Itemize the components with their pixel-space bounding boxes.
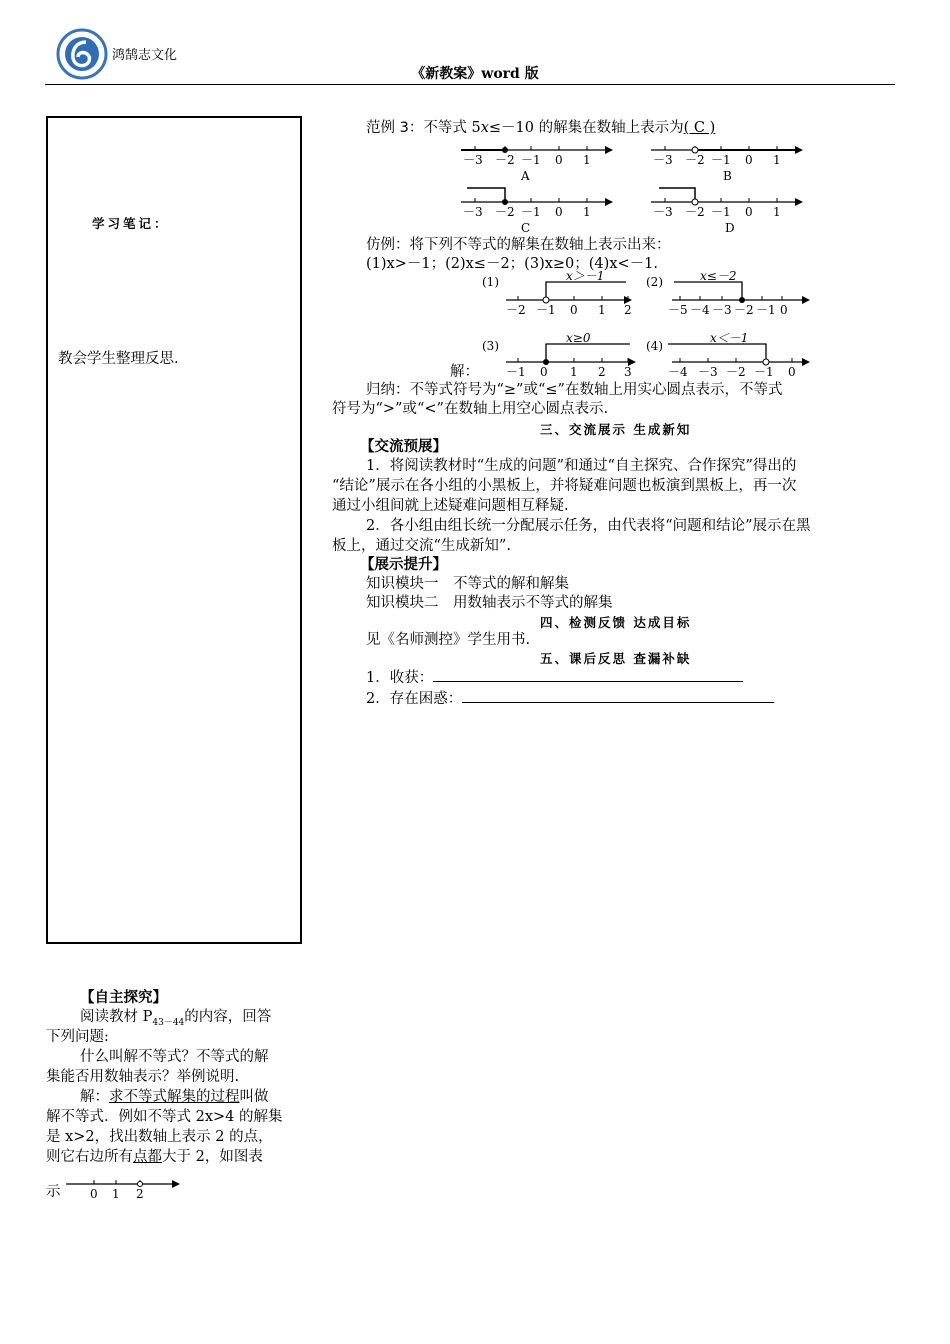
summary-text: 不等式符号为“≥”或“≤”在数轴上用实心圆点表示，不等式 — [409, 382, 783, 398]
reflect-gain — [366, 667, 743, 688]
self-explore-l5 — [80, 1087, 269, 1107]
header-divider — [45, 84, 895, 85]
tick-label: －1 — [521, 153, 541, 167]
display-module-2: 知识模块二 用数轴表示不等式的解集 — [366, 595, 613, 611]
exchange-p1-l2: “结论”展示在各小组的小黑板上，并将疑难问题也板演到黑板上，再一次 — [332, 478, 797, 494]
exchange-p2-l1: 2．各小组由组长统一分配展示任务，由代表将“问题和结论”展示在黑 — [366, 518, 811, 534]
line-number: (3) — [482, 339, 499, 353]
test-text: 见《名师测控》学生用书. — [366, 632, 531, 648]
example3-text-b: ≤－10 的解集在数轴上表示为 — [488, 120, 684, 136]
self-explore-l5-a: 解： — [80, 1089, 109, 1105]
inequality-label: x＜－1 — [710, 331, 749, 345]
self-explore-l8-a: 则它右边所有 — [46, 1149, 133, 1165]
tick-label: －3 — [463, 153, 483, 167]
doubt-label: 2．存在困惑： — [366, 691, 463, 707]
self-explore-l6: 解不等式．例如不等式 2x>4 的解集 — [46, 1109, 283, 1125]
summary-line-1 — [366, 380, 782, 400]
tick-label: 1 — [583, 153, 591, 167]
tick-label: －3 — [463, 205, 483, 219]
page-title: 《新教案》word 版 — [411, 66, 539, 82]
self-explore-l1-b: 的内容，回答 — [184, 1009, 272, 1025]
tick-label: 1 — [773, 153, 781, 167]
tick-label: －3 — [698, 365, 718, 379]
gain-label: 1．收获： — [366, 670, 434, 686]
tick-label: －1 — [536, 303, 556, 317]
exchange-heading: 【交流预展】 — [360, 439, 447, 455]
self-explore-l4: 集能否用数轴表示？举例说明. — [46, 1069, 240, 1085]
tick-label: 0 — [788, 365, 796, 379]
inequality-label: x＞－1 — [566, 269, 605, 283]
tick-label: －5 — [668, 303, 688, 317]
tick-label: 1 — [773, 205, 781, 219]
self-explore-l1-a: 阅读教材 P — [80, 1009, 153, 1025]
option-label: D — [725, 221, 735, 235]
exchange-p1-l1: 1．将阅读教材时“生成的问题”和通过“自主探究、合作探究”得出的 — [366, 458, 797, 474]
line-number: (1) — [482, 275, 499, 289]
line-number: (4) — [646, 339, 663, 353]
gain-blank[interactable] — [433, 667, 743, 682]
tick-label: 0 — [555, 153, 563, 167]
tick-label: 0 — [570, 303, 578, 317]
tick-label: 0 — [745, 153, 753, 167]
self-explore-l5-b: 叫做 — [239, 1089, 269, 1105]
tick-label: 1 — [570, 365, 578, 379]
page-range: 43－44 — [152, 1017, 185, 1028]
tick-label: 2 — [598, 365, 606, 379]
notes-reflection: 教会学生整理反思. — [58, 351, 179, 367]
self-explore-number-line — [64, 1172, 184, 1202]
tick-label: 0 — [555, 205, 563, 219]
option-label: A — [521, 169, 530, 183]
tick-label: －2 — [685, 205, 705, 219]
imitation-line-2 — [644, 266, 814, 318]
imitation-items: (1)x>－1；(2)x≤－2；(3)x≥0；(4)x<－1. — [366, 256, 658, 272]
tick-label: 1 — [598, 303, 606, 317]
self-explore-l2: 下列问题: — [46, 1029, 109, 1045]
tick-label: 2 — [624, 303, 632, 317]
section-3-title: 三、交流展示 生成新知 — [540, 422, 692, 437]
tick-label: 3 — [624, 365, 632, 379]
tick-label: －2 — [506, 303, 526, 317]
tick-label: －2 — [495, 153, 515, 167]
option-c-number-line — [455, 186, 615, 236]
tick-label: 0 — [780, 303, 788, 317]
tick-label: 2 — [136, 1187, 144, 1201]
example3-var: x — [480, 120, 489, 136]
self-explore-l3: 什么叫解不等式？不等式的解 — [80, 1049, 269, 1065]
doubt-blank[interactable] — [462, 688, 774, 703]
option-a-number-line — [455, 140, 615, 184]
summary-line-2: 符号为“>”或“<”在数轴上用空心圆点表示. — [332, 401, 609, 417]
self-explore-l7: 是 x>2，找出数轴上表示 2 的点， — [46, 1129, 273, 1145]
imitation-instruction — [366, 235, 671, 255]
tick-label: －3 — [712, 303, 732, 317]
tick-label: －3 — [653, 153, 673, 167]
self-explore-l8 — [46, 1147, 263, 1167]
inequality-label: x≥0 — [566, 331, 591, 345]
imitation-line-3 — [480, 328, 650, 380]
line-number: (2) — [646, 275, 663, 289]
tick-label: 0 — [90, 1187, 98, 1201]
tick-label: －3 — [653, 205, 673, 219]
tick-label: －1 — [521, 205, 541, 219]
option-label: C — [521, 221, 531, 235]
notes-label: 学习笔记： — [92, 216, 170, 231]
logo-text: 鸿鹄志文化 — [112, 48, 178, 63]
imitation-line-4 — [644, 328, 814, 380]
tick-label: －1 — [756, 303, 776, 317]
tick-label: 1 — [112, 1187, 120, 1201]
example3-text-a: 不等式 5 — [423, 120, 481, 136]
display-heading: 【展示提升】 — [360, 557, 447, 573]
notes-box — [46, 116, 302, 944]
inequality-label: x≤－2 — [700, 269, 737, 283]
tick-label: －1 — [711, 153, 731, 167]
tick-label: 0 — [540, 365, 548, 379]
section-5-title: 五、课后反思 查漏补缺 — [540, 651, 692, 666]
display-module-1: 知识模块一 不等式的解和解集 — [366, 576, 569, 592]
tick-label: 0 — [745, 205, 753, 219]
option-label: B — [723, 169, 732, 183]
imitation-line-1 — [480, 266, 640, 318]
tick-label: －2 — [685, 153, 705, 167]
imitation-label: 仿例： — [366, 237, 410, 253]
tick-label: －1 — [711, 205, 731, 219]
exchange-p2-l2: 板上，通过交流“生成新知”. — [332, 538, 511, 554]
option-d-number-line — [645, 186, 805, 236]
tick-label: －2 — [726, 365, 746, 379]
reflect-doubt — [366, 688, 774, 709]
example3-question — [366, 118, 715, 138]
tick-label: －2 — [495, 205, 515, 219]
tick-label: －4 — [690, 303, 710, 317]
tick-label: 1 — [583, 205, 591, 219]
section-4-title: 四、检测反馈 达成目标 — [540, 615, 692, 630]
tick-label: －1 — [754, 365, 774, 379]
self-explore-l9: 示 — [46, 1184, 61, 1200]
self-explore-l8-underlined: 点都 — [133, 1149, 162, 1165]
tick-label: －2 — [734, 303, 754, 317]
self-explore-l8-b: 大于 2，如图表 — [162, 1149, 263, 1165]
exchange-p1-l3: 通过小组间就上述疑难问题相互释疑. — [332, 498, 569, 514]
tick-label: －4 — [668, 365, 688, 379]
tick-label: －1 — [506, 365, 526, 379]
summary-label: 归纳： — [366, 382, 410, 398]
option-b-number-line — [645, 140, 805, 184]
self-explore-heading: 【自主探究】 — [80, 990, 167, 1006]
imitation-instruction-text: 将下列不等式的解集在数轴上表示出来： — [409, 237, 671, 253]
example3-label: 范例 3： — [366, 120, 424, 136]
self-explore-l5-underlined: 求不等式解集的过程 — [109, 1089, 240, 1105]
example3-answer: ( C ) — [683, 120, 716, 136]
solution-label: 解： — [450, 364, 479, 380]
